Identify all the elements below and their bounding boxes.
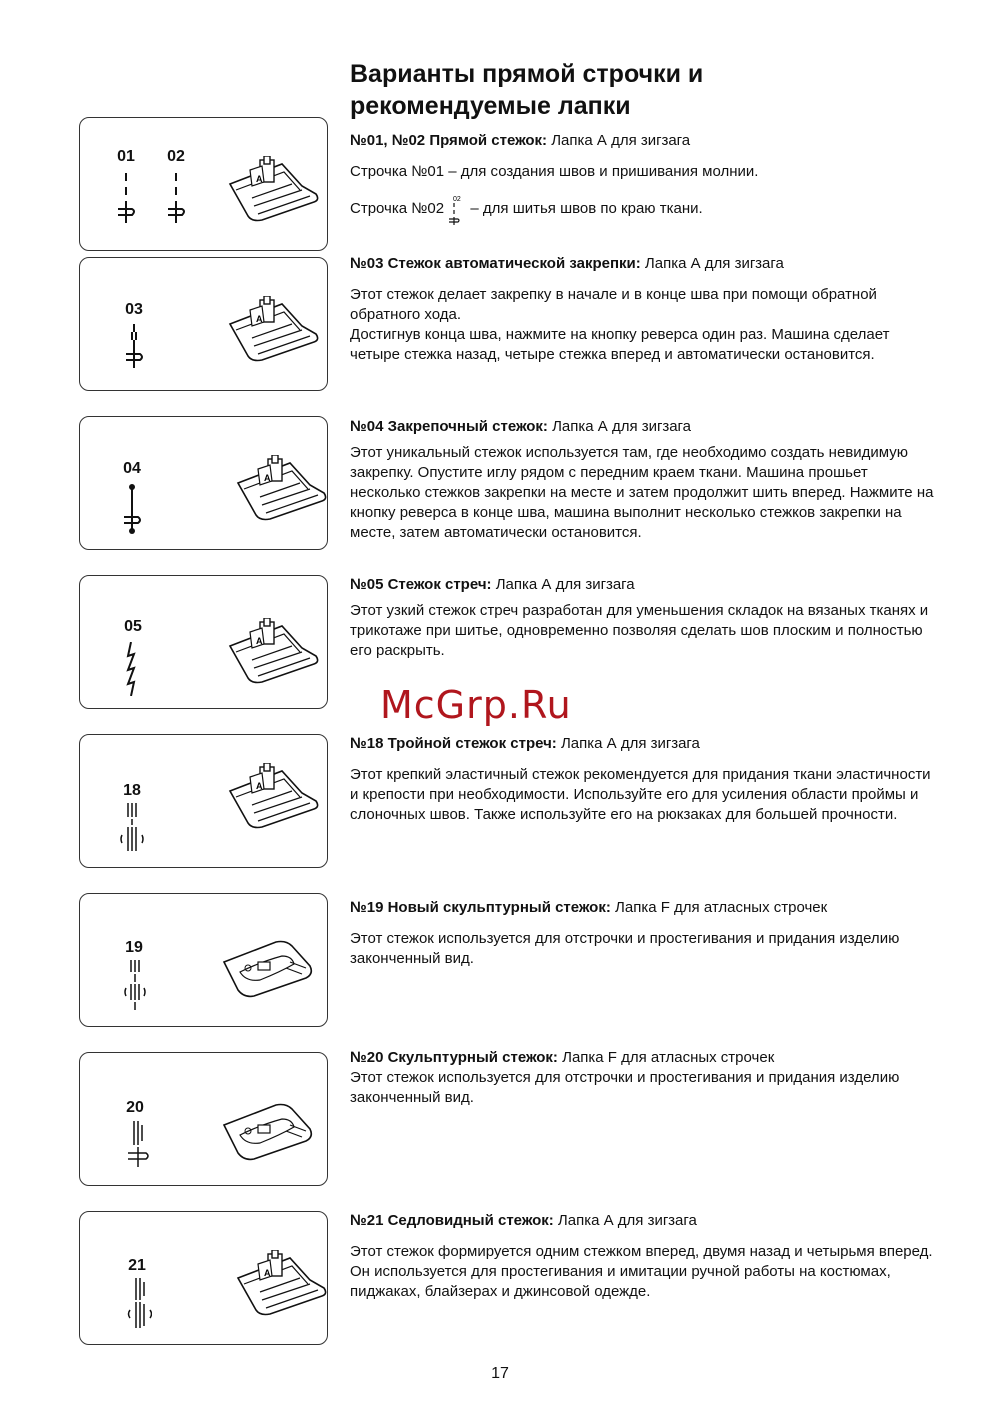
straight-stitch-icon-2 (166, 173, 186, 223)
stitch-box-19 (79, 893, 328, 1027)
foot-type: Лапка А для зигзага (495, 576, 635, 593)
stitch-box-04 (79, 416, 328, 550)
stitch-number: 19 (125, 939, 143, 956)
stitch-number: 21 (128, 1257, 146, 1274)
lock-stitch-icon (120, 483, 144, 535)
stitch-description-2a: Строчка №02 (350, 199, 445, 217)
presser-foot-f-icon (220, 932, 320, 1002)
stitch-heading: №04 Закрепочный стежок: (350, 418, 548, 435)
stitch-section-05 (350, 575, 940, 661)
stitch-box-01-02 (79, 117, 328, 251)
straight-stitch-icon (116, 173, 136, 223)
stitch-section-21 (350, 1211, 940, 1302)
stitch-heading: №03 Стежок автоматической закрепки: (350, 255, 641, 272)
stitch-number: 04 (123, 460, 141, 477)
stitch-description-2b: – для шитья швов по краю ткани. (470, 199, 703, 217)
stitch-heading: №21 Седловидный стежок: (350, 1212, 554, 1229)
stitch-number: 03 (125, 301, 143, 318)
title-line-1: Варианты прямой строчки и (350, 60, 704, 88)
page-title (350, 58, 970, 122)
foot-type: Лапка А для зигзага (560, 735, 700, 752)
presser-foot-a-icon (222, 156, 322, 226)
stitch-number-01: 01 (117, 148, 135, 165)
stitch-description: Этот стежок делает закрепку в начале и в конце шва при помощи обратной обратного хода. (350, 286, 877, 323)
stitch-heading: №20 Скульптурный стежок: (350, 1049, 558, 1066)
stitch-section-20 (350, 1048, 940, 1108)
presser-foot-a-icon (222, 763, 322, 833)
stitch-box-20 (79, 1052, 328, 1186)
sculpture-stitch-icon (122, 960, 148, 1010)
page-number: 17 (491, 1365, 509, 1382)
foot-type: Лапка F для атласных строчек (562, 1049, 775, 1066)
stitch-number: 05 (124, 618, 142, 635)
stretch-stitch-icon (122, 642, 140, 696)
foot-type: Лапка А для зигзага (644, 255, 784, 272)
stitch-heading: №18 Тройной стежок стреч: (350, 735, 557, 752)
stitch-number: 18 (123, 782, 141, 799)
auto-lock-stitch-icon (122, 324, 146, 368)
stitch-section-01-02 (350, 131, 940, 225)
stitch-section-03 (350, 254, 940, 365)
inline-stitch-icon (448, 193, 466, 225)
stitch-box-18 (79, 734, 328, 868)
foot-type: Лапка F для атласных строчек (615, 899, 828, 916)
stitch-box-05 (79, 575, 328, 709)
stitch-description-2: Достигнув конца шва, нажмите на кнопку реверса один раз. Машина сделает четыре стежка назад, четыре стежка вперед и автоматически остановится. (350, 326, 890, 363)
presser-foot-a-icon (230, 455, 330, 525)
stitch-section-18 (350, 734, 940, 825)
foot-type: Лапка А для зигзага (552, 418, 692, 435)
stitch-box-03 (79, 257, 328, 391)
stitch-number-02: 02 (167, 148, 185, 165)
foot-type: Лапка А для зигзага (551, 132, 691, 149)
presser-foot-a-icon (230, 1250, 330, 1320)
stitch-description: Этот уникальный стежок используется там, где необходимо создать невидимую закрепку. Опустите иглу рядом с передним краем ткани. Машина прошьет несколько стежков закрепки на месте и затем продолжит шить вперед. Нажмите на кнопку реверса в конце шва, машина выполнит несколько стежков закрепки на месте, затем автоматически остановится. (350, 444, 934, 541)
inline-stitch-label: 02 (453, 196, 462, 203)
saddle-stitch-icon (126, 1278, 152, 1328)
presser-foot-a-icon (222, 296, 322, 366)
presser-foot-f-icon (220, 1095, 320, 1165)
sculpture-stitch-icon (124, 1121, 150, 1167)
stitch-description: Этот узкий стежок стреч разработан для уменьшения складок на вязаных тканях и трикотаже при шитье, одновременно позволяя сделать шов плоским и полностью его раскрыть. (350, 602, 929, 659)
stitch-description: Этот стежок используется для отстрочки и простегивания и придания изделию законченный вид. (350, 930, 900, 967)
foot-type: Лапка А для зигзага (557, 1212, 697, 1229)
stitch-section-19 (350, 898, 940, 969)
stitch-number: 20 (126, 1099, 144, 1116)
stitch-description: Этот стежок формируется одним стежком вперед, двумя назад и четырьмя вперед. (350, 1243, 933, 1260)
stitch-description-2: Он используется для простегивания и имитации ручной работы на костюмах, пиджаках, блайзерах и джинсовой одежде. (350, 1263, 891, 1300)
stitch-heading: №19 Новый скульптурный стежок: (350, 899, 611, 916)
stitch-description: Строчка №01 – для создания швов и пришивания молнии. (350, 163, 759, 180)
title-line-2: рекомендуемые лапки (350, 92, 631, 120)
stitch-description: Этот крепкий эластичный стежок рекомендуется для придания ткани эластичности и крепости при необходимости. Используйте его для усиления области проймы и слоночных швов. Также используйте его на рюкзаках для большей прочности. (350, 766, 931, 823)
presser-foot-a-icon (222, 618, 322, 688)
stitch-heading: №01, №02 Прямой стежок: (350, 132, 548, 149)
stitch-heading: №05 Стежок стреч: (350, 576, 492, 593)
triple-stretch-icon (118, 803, 146, 853)
stitch-description: Этот стежок используется для отстрочки и простегивания и придания изделию законченный вид. (350, 1069, 900, 1106)
stitch-box-21 (79, 1211, 328, 1345)
stitch-section-04 (350, 417, 940, 543)
watermark: McGrp.Ru (380, 683, 572, 727)
